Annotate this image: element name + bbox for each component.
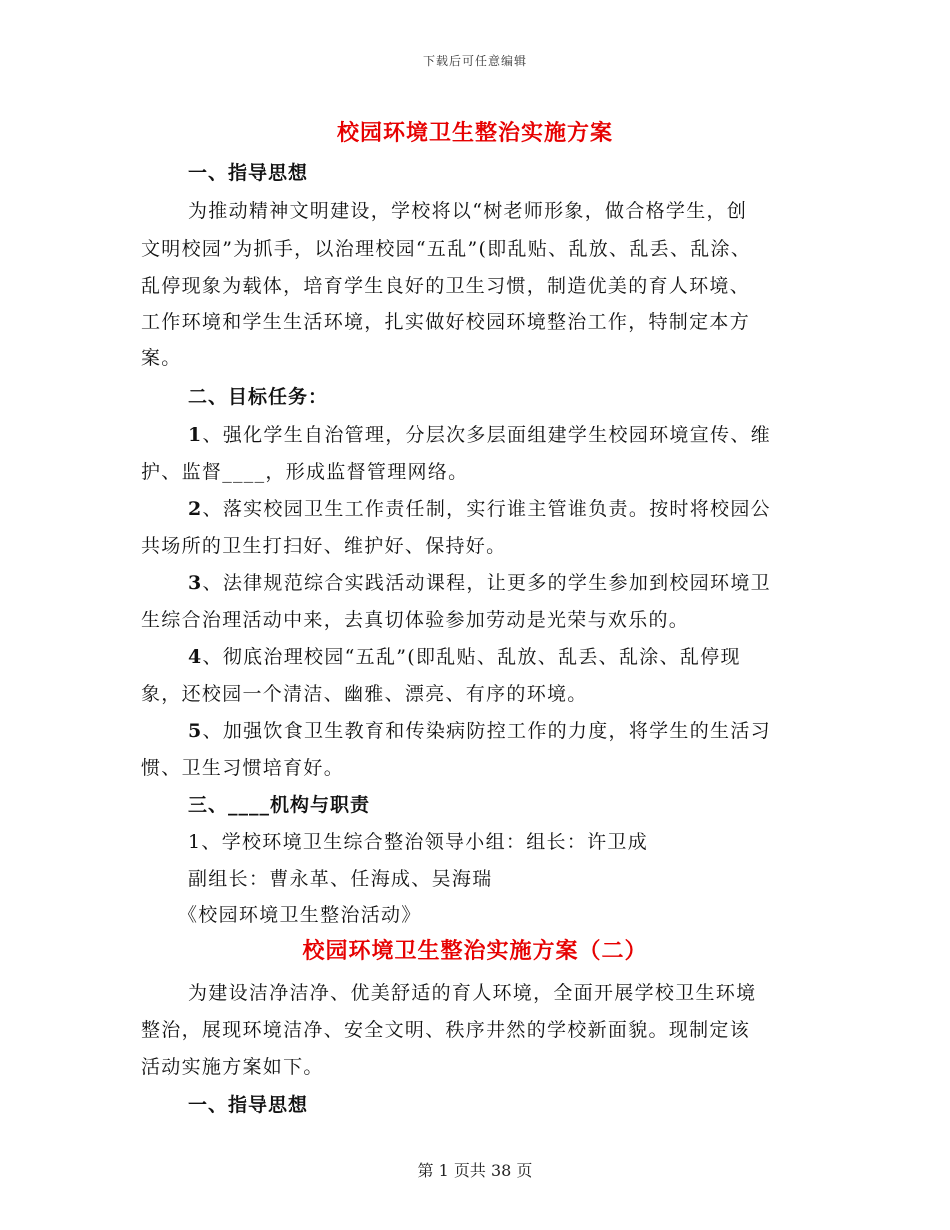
paragraph-line: 文明校园”为抓手，以治理校园“五乱”(即乱贴、乱放、乱丢、乱涂、 [141, 238, 752, 260]
org-leader-line: 1、学校环境卫生综合整治领导小组：组长：许卫成 [188, 831, 648, 853]
task-item-3 [188, 568, 771, 595]
org-deputy-line: 副组长：曹永革、任海成、吴海瑞 [188, 868, 493, 890]
task-number: 5 [188, 720, 203, 742]
document-title-2: 校园环境卫生整治实施方案（二） [302, 938, 648, 964]
task-item-4-cont: 象，还校园一个清洁、幽雅、漂亮、有序的环境。 [141, 683, 588, 705]
paragraph-line: 为建设洁净洁净、优美舒适的育人环境，全面开展学校卫生环境 [188, 982, 757, 1004]
task-item-2-cont: 共场所的卫生打扫好、维护好、保持好。 [141, 535, 507, 557]
paragraph-line: 整治，展现环境洁净、安全文明、秩序井然的学校新面貌。现制定该 [141, 1019, 751, 1041]
paragraph-line: 乱停现象为载体，培育学生良好的卫生习惯，制造优美的育人环境、 [141, 275, 751, 297]
task-text: 、彻底治理校园“五乱”(即乱贴、乱放、乱丢、乱涂、乱停现 [202, 646, 741, 668]
paragraph-line: 为推动精神文明建设，学校将以“树老师形象，做合格学生，创 [188, 200, 748, 222]
paragraph-line: 工作环境和学生生活环境，扎实做好校园环境整治工作，特制定本方 [141, 311, 751, 333]
task-number: 1 [188, 424, 203, 446]
paragraph-line: 案。 [141, 347, 182, 369]
task-item-5-cont: 惯、卫生习惯培育好。 [141, 757, 345, 779]
task-item-5 [188, 716, 771, 743]
section-heading-guiding-ideology-2: 一、指导思想 [188, 1094, 309, 1116]
task-number: 2 [188, 498, 203, 520]
section-heading-organization: 三、____机构与职责 [188, 794, 371, 816]
task-item-2 [188, 494, 771, 521]
book-reference: 《校园环境卫生整治活动》 [178, 904, 422, 926]
task-item-1 [188, 420, 771, 447]
section-heading-guiding-ideology: 一、指导思想 [188, 162, 309, 184]
task-item-3-cont: 生综合治理活动中来，去真切体验参加劳动是光荣与欢乐的。 [141, 609, 690, 631]
paragraph-line: 活动实施方案如下。 [141, 1056, 324, 1078]
task-number: 4 [188, 646, 203, 668]
task-text: 、法律规范综合实践活动课程，让更多的学生参加到校园环境卫 [202, 572, 771, 594]
task-item-1-cont: 护、监督____，形成监督管理网络。 [141, 461, 469, 483]
page-number: 第 1 页共 38 页 [417, 1161, 533, 1180]
page-header-note: 下载后可任意编辑 [422, 54, 527, 68]
task-number: 3 [188, 572, 203, 594]
task-text: 、落实校园卫生工作责任制，实行谁主管谁负责。按时将校园公 [202, 498, 771, 520]
document-title: 校园环境卫生整治实施方案 [336, 120, 613, 146]
task-item-4 [188, 642, 741, 669]
task-text: 、加强饮食卫生教育和传染病防控工作的力度，将学生的生活习 [202, 720, 771, 742]
task-text: 、强化学生自治管理，分层次多层面组建学生校园环境宣传、维 [202, 424, 771, 446]
section-heading-goals: 二、目标任务： [188, 386, 329, 408]
